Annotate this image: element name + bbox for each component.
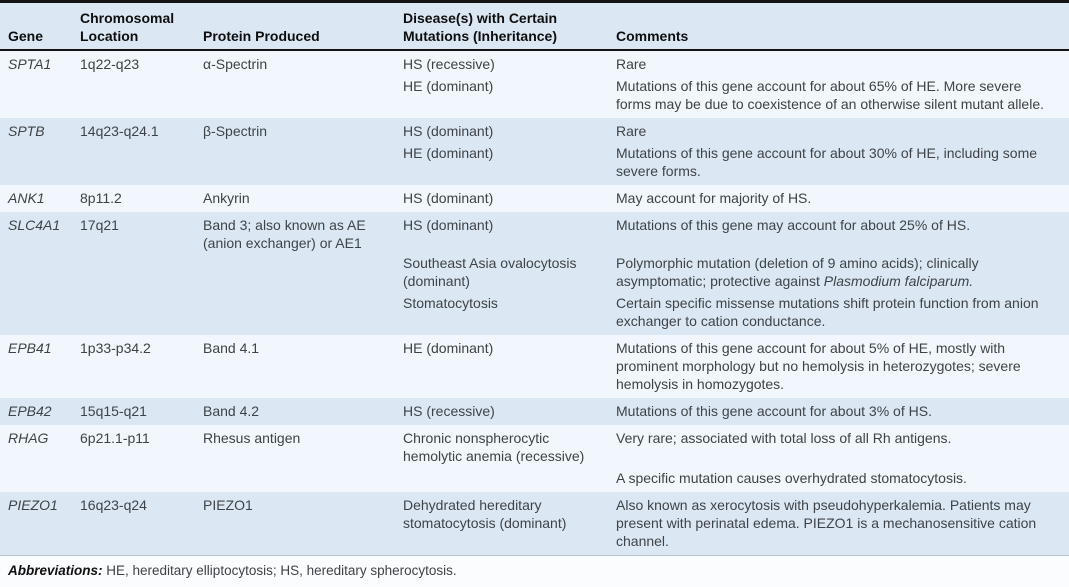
protein-cell: PIEZO1 [203,497,253,513]
comment-cell: Also known as xerocytosis with pseudohyperkalemia. Patients may present with perinatal edema. PIEZO1 is a mechanosensitive cation channel. [616,497,1037,549]
disease-comment-row [403,339,1061,393]
comment-cell: Mutations of this gene account for about 3% of HS. [616,403,932,419]
disease-cell: HS (dominant) [403,190,494,206]
disease-comment-row [403,77,1061,113]
table-header-row [0,0,1069,51]
comment-cell: Mutations of this gene account for about 30% of HE, including some severe forms. [616,145,1038,179]
disease-comment-row [403,122,1061,140]
column-header-gene: Gene [8,28,44,44]
comment-cell: Mutations of this gene may account for about 25% of HS. [616,217,971,233]
disease-cell: Stomatocytosis [403,295,498,311]
disease-comment-row [403,189,1061,207]
disease-cell: HS (recessive) [403,56,495,72]
protein-cell: Band 4.1 [203,340,260,356]
table-row [0,335,1069,398]
disease-comment-group [403,496,1061,550]
abbreviations-label: Abbreviations: [8,563,103,578]
disease-comment-row [403,469,1061,487]
disease-comment-row [403,216,1061,234]
disease-comment-group [403,122,1061,180]
comment-cell: Rare [616,123,647,139]
disease-comment-row [403,402,1061,420]
table-row [0,118,1069,185]
disease-cell: Chronic nonspherocytic hemolytic anemia (recessive) [403,430,585,464]
table-row [0,51,1069,118]
chromosomal-location-cell: 16q23-q24 [80,497,147,513]
disease-comment-row [403,496,1061,550]
disease-comment-group [403,402,1061,420]
protein-cell: β-Spectrin [203,123,268,139]
chromosomal-location-cell: 1p33-p34.2 [80,340,151,356]
column-header-diseases: Disease(s) with Certain Mutations (Inheritance) [403,10,558,44]
disease-cell: HS (dominant) [403,217,494,233]
chromosomal-location-cell: 15q15-q21 [80,403,147,419]
gene-cell: SPTB [8,123,45,139]
comment-cell: A specific mutation causes overhydrated stomatocytosis. [616,470,967,486]
comment-cell: May account for majority of HS. [616,190,812,206]
column-header-comments: Comments [616,28,689,44]
protein-cell: Rhesus antigen [203,430,301,446]
disease-comment-group [403,339,1061,393]
disease-comment-row [403,429,1061,465]
disease-comment-group [403,55,1061,113]
disease-comment-row [403,294,1061,330]
comment-cell: Mutations of this gene account for about 65% of HE. More severe forms may be due to coexistence of an otherwise silent mutant allele. [616,78,1044,112]
column-header-protein-produced: Protein Produced [203,28,320,44]
disease-comment-row [403,254,1061,290]
disease-comment-group [403,429,1061,487]
table-row [0,492,1069,555]
disease-cell: Dehydrated hereditary stomatocytosis (dominant) [403,497,567,531]
chromosomal-location-cell: 14q23-q24.1 [80,123,159,139]
table-row [0,425,1069,492]
protein-cell: Ankyrin [203,190,250,206]
abbreviations-text: HE, hereditary elliptocytosis; HS, hereditary spherocytosis. [102,563,457,578]
gene-cell: ANK1 [8,190,45,206]
gene-cell: SLC4A1 [8,217,61,233]
table-row [0,212,1069,335]
comment-cell: Polymorphic mutation (deletion of 9 amino acids); clinically asymptomatic; protective against Plasmodium falciparum. [616,255,979,289]
protein-cell: Band 3; also known as AE (anion exchanger) or AE1 [203,217,366,251]
chromosomal-location-cell: 6p21.1-p11 [80,430,150,446]
comment-cell: Mutations of this gene account for about 5% of HE, mostly with prominent morphology but no hemolysis in heterozygotes; severe hemolysis in homozygotes. [616,340,1021,392]
disease-cell: HE (dominant) [403,78,494,94]
disease-comment-group [403,189,1061,207]
disease-cell: Southeast Asia ovalocytosis (dominant) [403,255,577,289]
chromosomal-location-cell: 1q22-q23 [80,56,140,72]
disease-cell: HE (dominant) [403,145,494,161]
chromosomal-location-cell: 8p11.2 [80,190,122,206]
disease-cell: HS (recessive) [403,403,495,419]
disease-cell: HE (dominant) [403,340,494,356]
comment-cell: Certain specific missense mutations shift protein function from anion exchanger to cation conductance. [616,295,1039,329]
column-header-chromosomal-location: Chromosomal Location [80,10,175,44]
disease-comment-row [403,55,1061,73]
table-body [0,51,1069,555]
comment-cell: Very rare; associated with total loss of all Rh antigens. [616,430,952,446]
chromosomal-location-cell: 17q21 [80,217,119,233]
gene-cell: EPB42 [8,403,52,419]
protein-cell: α-Spectrin [203,56,268,72]
abbreviations-note [0,555,1069,587]
gene-cell: RHAG [8,430,49,446]
protein-cell: Band 4.2 [203,403,260,419]
disease-cell [403,469,616,487]
disease-cell: HS (dominant) [403,123,494,139]
gene-cell: PIEZO1 [8,497,58,513]
table-row [0,185,1069,212]
table-row [0,398,1069,425]
gene-cell: SPTA1 [8,56,52,72]
disease-comment-group [403,216,1061,330]
disease-comment-row [403,144,1061,180]
comment-cell: Rare [616,56,647,72]
gene-cell: EPB41 [8,340,52,356]
